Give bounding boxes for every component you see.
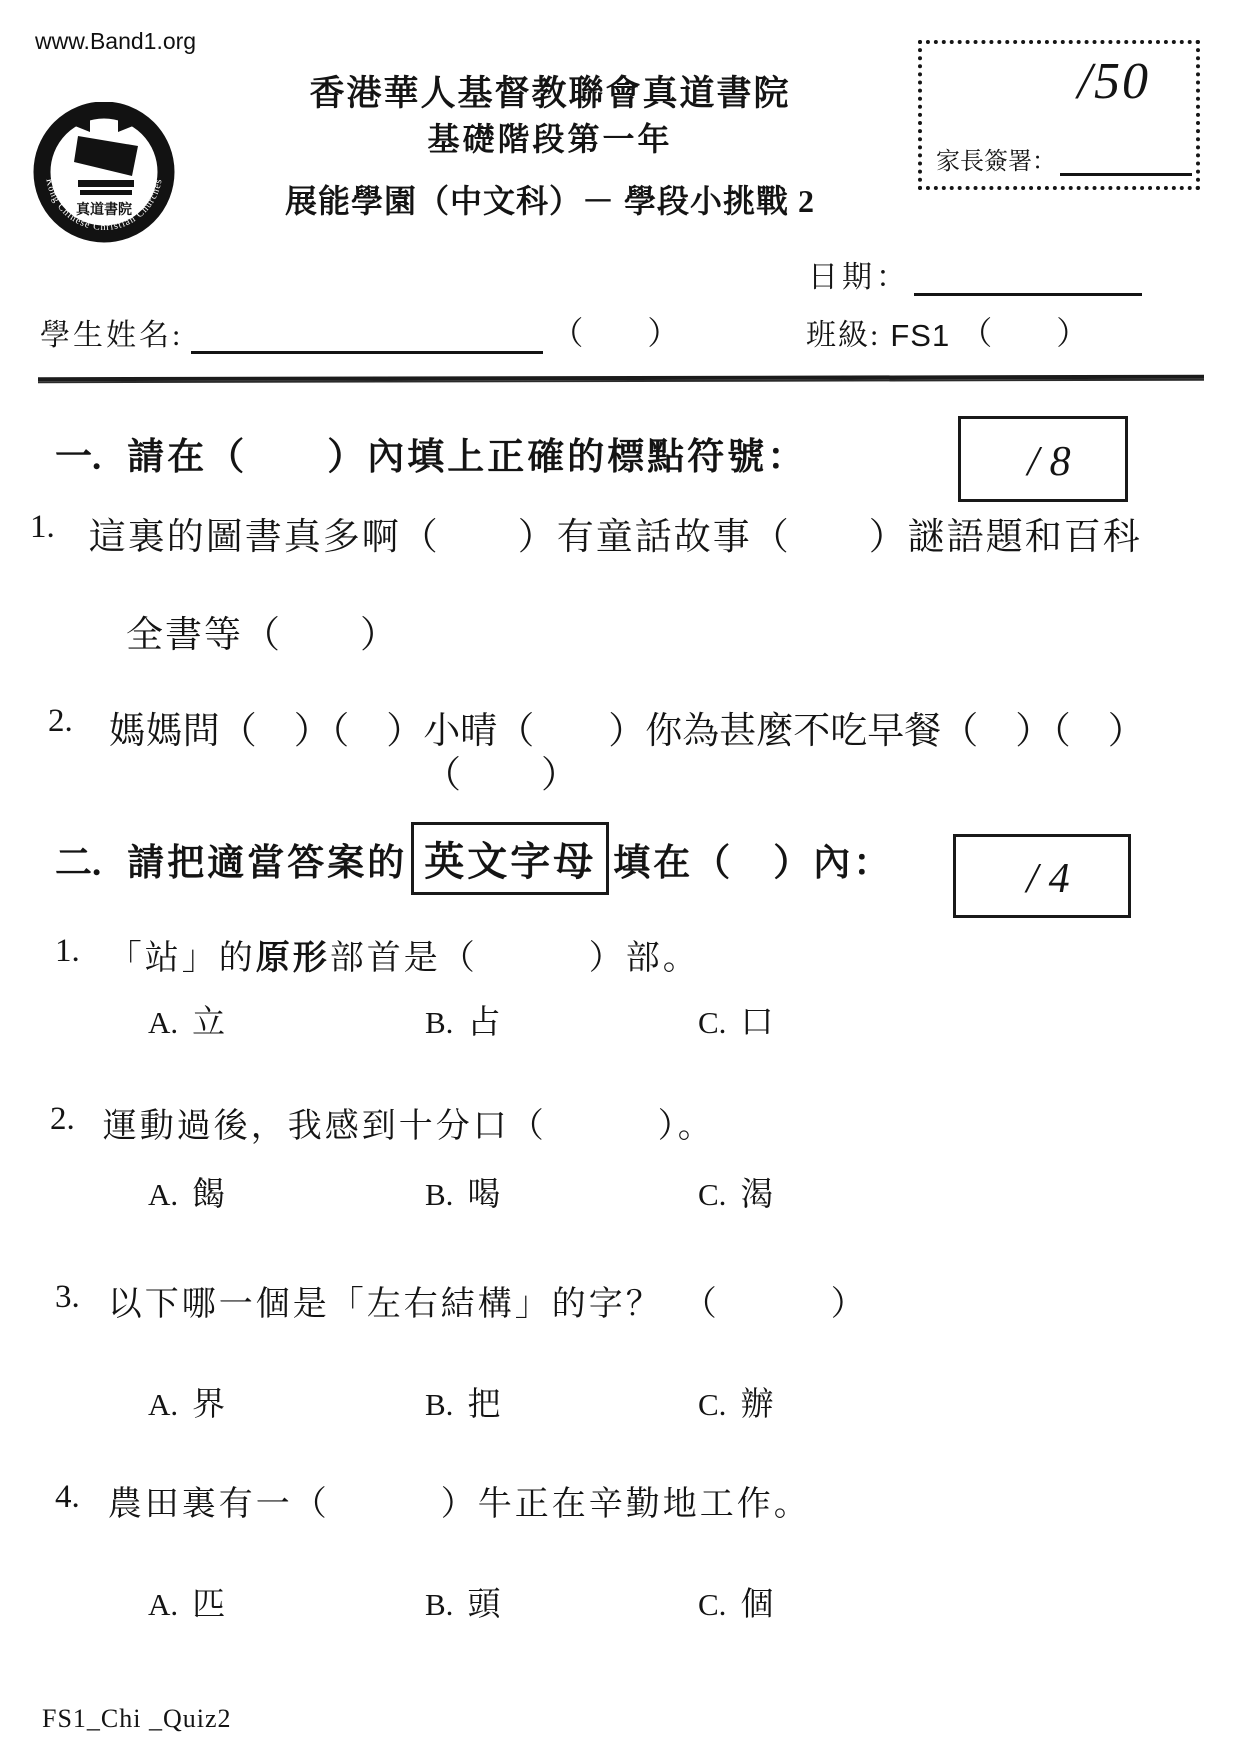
s2-question-4-options: [0, 1578, 1240, 1628]
parent-sign-blank: [1060, 152, 1192, 176]
option-a: [148, 1378, 225, 1425]
option-key: B.: [425, 1177, 454, 1212]
option-text: 個: [740, 1587, 774, 1623]
school-name: 香港華人基督教聯會真道書院: [309, 74, 791, 113]
option-text: 匹: [192, 1587, 226, 1623]
question-number: 1.: [55, 933, 80, 969]
option-key: C.: [698, 1177, 727, 1212]
option-key: A.: [148, 1387, 179, 1422]
option-b: [425, 996, 500, 1043]
s2-question-2-stem: [50, 1098, 715, 1147]
date-row: [808, 252, 1142, 296]
date-blank: [914, 266, 1142, 296]
section2-boxed-term: 英文字母: [411, 822, 609, 895]
option-c: [698, 1578, 773, 1625]
s1-question-2-line1: [48, 700, 1145, 754]
option-key: B.: [425, 1005, 454, 1040]
option-b: [425, 1378, 500, 1425]
stem-bold: 原形: [255, 940, 330, 977]
question-number: 2.: [48, 703, 73, 739]
section2-title-post: 填在（ ）內：: [613, 843, 894, 884]
s1-question-1-line2: [126, 604, 399, 658]
option-text: 界: [192, 1387, 226, 1423]
question-text: [108, 1276, 868, 1325]
question-text: 全書等（ ）: [126, 615, 399, 656]
class-paren: （ ）: [960, 315, 1089, 351]
question-text: 這裏的圖書真多啊（ ）有童話故事（ ）謎語題和百科: [88, 517, 1142, 558]
option-key: C.: [698, 1587, 727, 1622]
student-name-row: [40, 308, 679, 354]
section1-number: 一.: [55, 437, 102, 478]
option-text: 辦: [740, 1387, 774, 1423]
question-number: 4.: [55, 1479, 80, 1515]
section1-header: [55, 426, 807, 480]
class-row: [806, 308, 1088, 354]
option-c: [698, 1378, 773, 1425]
option-text: 口: [740, 1005, 774, 1041]
s2-question-1-options: [0, 996, 1240, 1046]
s1-question-1-line1: [30, 506, 1142, 560]
s2-question-4-stem: [55, 1476, 811, 1525]
logo-inner-text: 真道書院: [76, 203, 132, 218]
question-text: [103, 1098, 715, 1147]
s1-question-2-line2: [424, 744, 580, 798]
stem-pre: 以下哪一個是「左右結構」的字？ （ ）: [107, 1286, 868, 1323]
student-name-blank: [191, 324, 543, 354]
option-key: B.: [425, 1587, 454, 1622]
option-text: 占: [467, 1005, 501, 1041]
option-key: C.: [698, 1387, 727, 1422]
student-name-label: 學生姓名:: [40, 319, 184, 352]
section2-score-box: [953, 834, 1131, 918]
stage-line: 基礎階段第一年: [427, 121, 673, 157]
section2-number: 二.: [55, 842, 102, 884]
logo-ring-text: Kong Chinese Christian Churches: [43, 177, 165, 234]
question-text: 媽媽問（ ）（ ）小晴（ ）你為甚麼不吃早餐（ ）（ ）: [108, 711, 1145, 752]
header-divider: [38, 375, 1204, 383]
option-a: [148, 1168, 225, 1215]
parent-sign-label: 家長簽署：: [936, 149, 1056, 175]
total-score-box: [918, 40, 1200, 190]
option-text: 喝: [467, 1177, 501, 1213]
student-number-paren: （ ）: [551, 315, 680, 351]
stem-pre: 運動過後，我感到十分口（ ）。: [102, 1108, 715, 1145]
question-text: （ ）: [424, 755, 580, 796]
option-b: [425, 1578, 500, 1625]
stem-post: 部首是（ ）部。: [329, 940, 700, 977]
option-c: [698, 1168, 773, 1215]
question-text: [108, 930, 700, 979]
date-label: 日期：: [808, 261, 910, 294]
school-logo-icon: [26, 102, 182, 248]
s2-question-2-options: [0, 1168, 1240, 1218]
option-a: [148, 996, 225, 1043]
s2-question-1-stem: [55, 930, 700, 979]
question-text: [108, 1476, 811, 1525]
option-text: 把: [467, 1387, 501, 1423]
option-text: 頭: [467, 1587, 501, 1623]
s2-question-3-stem: [55, 1276, 868, 1325]
option-b: [425, 1168, 500, 1215]
stem-pre: 農田裏有一（ ）牛正在辛勤地工作。: [107, 1486, 811, 1523]
option-a: [148, 1578, 225, 1625]
option-key: A.: [148, 1005, 179, 1040]
section2-score-value: / 4: [1026, 856, 1070, 902]
school-seal-icon: [26, 102, 182, 248]
paper-title: 展能學園（中文科）－ 學段小挑戰 2: [284, 183, 815, 219]
total-score-value: /50: [1077, 53, 1150, 110]
section1-title: 請在（ ）內填上正確的標點符號：: [127, 437, 808, 478]
document-id-footer: FS1_Chi _Quiz2: [42, 1704, 232, 1733]
section1-score-value: / 8: [1027, 439, 1071, 485]
stem-pre: 「站」的: [107, 940, 256, 977]
s2-question-3-options: [0, 1378, 1240, 1428]
option-key: B.: [425, 1387, 454, 1422]
option-key: A.: [148, 1177, 179, 1212]
option-text: 渴: [740, 1177, 774, 1213]
watermark-url: www.Band1.org: [35, 28, 197, 54]
question-number: 3.: [55, 1279, 80, 1315]
option-key: A.: [148, 1587, 179, 1622]
class-value: FS1: [890, 318, 951, 353]
class-label: 班級:: [806, 319, 881, 352]
section2-title: [127, 822, 893, 895]
option-text: 餲: [192, 1177, 226, 1213]
section2-title-pre: 請把適當答案的: [127, 843, 408, 884]
option-key: C.: [698, 1005, 727, 1040]
option-c: [698, 996, 773, 1043]
section1-score-box: [958, 416, 1128, 502]
option-text: 立: [192, 1005, 226, 1041]
section2-header: [55, 822, 893, 895]
question-number: 1.: [30, 509, 55, 545]
question-number: 2.: [50, 1101, 75, 1137]
